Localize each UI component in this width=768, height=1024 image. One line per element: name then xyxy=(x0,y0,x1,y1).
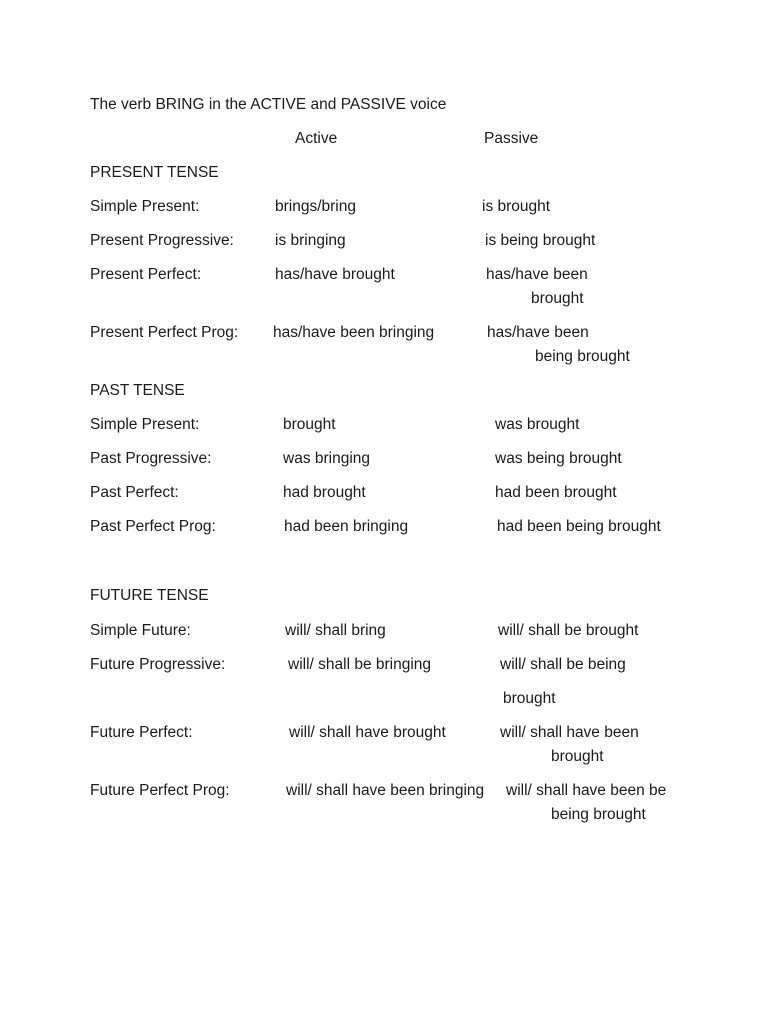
row-passive: had been brought xyxy=(495,484,617,501)
row-label: Past Perfect: xyxy=(90,484,179,501)
row-passive-continued: brought xyxy=(551,748,604,765)
section-heading-future: FUTURE TENSE xyxy=(90,587,209,604)
row-passive: has/have been xyxy=(486,266,588,283)
row-passive: was brought xyxy=(495,416,580,433)
row-passive: will/ shall have been xyxy=(500,724,639,741)
row-active: had been bringing xyxy=(284,518,409,535)
row-passive-continued: brought xyxy=(531,290,584,307)
row-label: Future Progressive: xyxy=(90,656,226,673)
row-passive: will/ shall have been be xyxy=(506,782,667,799)
section-heading-present: PRESENT TENSE xyxy=(90,164,219,181)
row-active: brings/bring xyxy=(275,198,356,215)
row-active: will/ shall have been bringing xyxy=(286,782,485,799)
row-passive: will/ shall be brought xyxy=(498,622,639,639)
row-passive: is being brought xyxy=(485,232,596,249)
row-active: has/have been bringing xyxy=(273,324,435,341)
page-title: The verb BRING in the ACTIVE and PASSIVE voice xyxy=(90,96,447,113)
row-label: Past Progressive: xyxy=(90,450,212,467)
row-passive-continued: being brought xyxy=(551,806,646,823)
row-label: Simple Future: xyxy=(90,622,191,639)
row-active: has/have brought xyxy=(275,266,395,283)
row-label: Present Perfect Prog: xyxy=(90,324,239,341)
row-active: had brought xyxy=(283,484,366,501)
row-active: will/ shall bring xyxy=(285,622,386,639)
row-active: brought xyxy=(283,416,336,433)
row-label: Past Perfect Prog: xyxy=(90,518,216,535)
column-header-active: Active xyxy=(295,130,338,147)
row-active: will/ shall have brought xyxy=(289,724,446,741)
row-passive-continued: being brought xyxy=(535,348,630,365)
row-active: is bringing xyxy=(275,232,346,249)
column-header-passive: Passive xyxy=(484,130,539,147)
row-passive: had been being brought xyxy=(497,518,661,535)
row-active: will/ shall be bringing xyxy=(288,656,432,673)
row-passive: is brought xyxy=(482,198,551,215)
row-active: was bringing xyxy=(283,450,371,467)
row-label: Present Perfect: xyxy=(90,266,202,283)
section-heading-past: PAST TENSE xyxy=(90,382,185,399)
row-label: Simple Present: xyxy=(90,198,200,215)
row-passive: has/have been xyxy=(487,324,589,341)
row-passive-continued: brought xyxy=(503,690,556,707)
row-label: Simple Present: xyxy=(90,416,200,433)
row-label: Present Progressive: xyxy=(90,232,234,249)
row-passive: was being brought xyxy=(495,450,622,467)
row-label: Future Perfect Prog: xyxy=(90,782,230,799)
row-passive: will/ shall be being xyxy=(500,656,626,673)
row-label: Future Perfect: xyxy=(90,724,193,741)
